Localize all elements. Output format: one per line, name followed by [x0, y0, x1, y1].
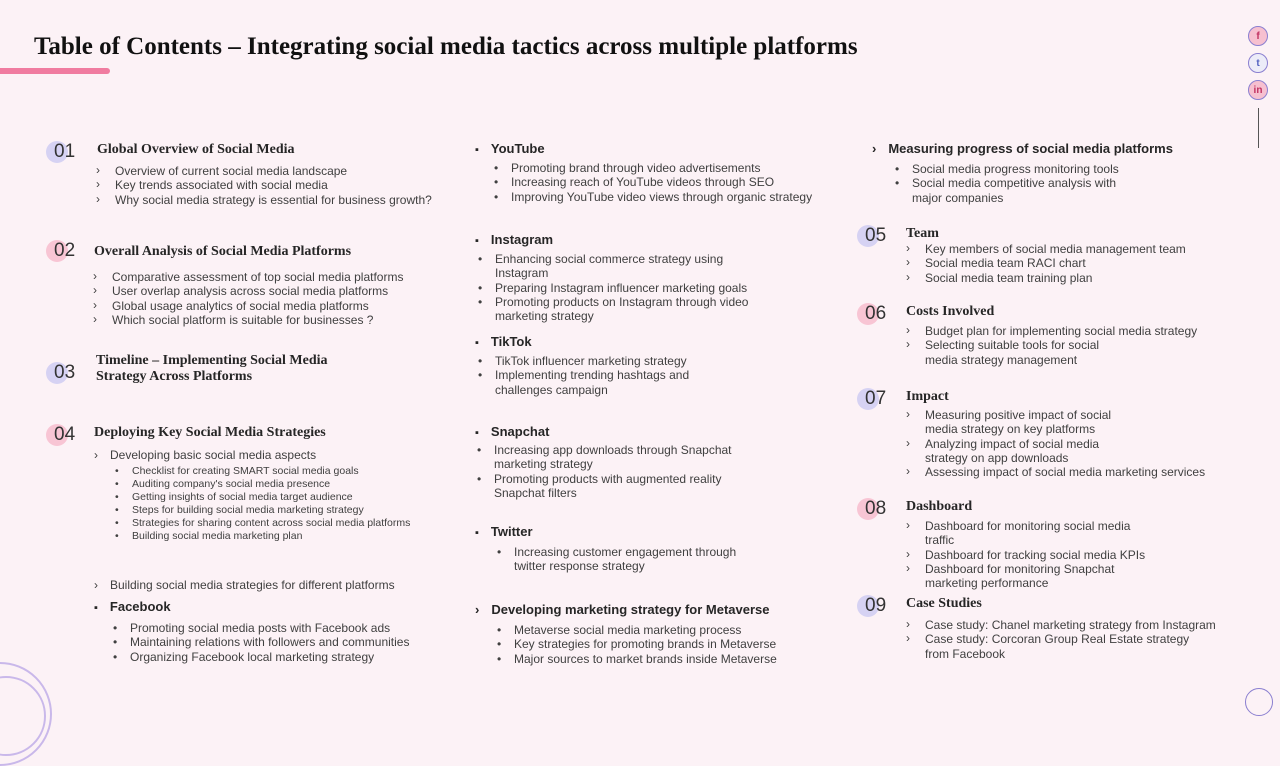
- platform-list: [495, 623, 777, 666]
- platform-tiktok[interactable]: ▪ TikTok: [475, 334, 532, 349]
- section-number: 05: [857, 225, 886, 247]
- divider-line: [1258, 108, 1259, 148]
- platform-instagram[interactable]: ▪ Instagram: [475, 232, 553, 247]
- list-item[interactable]: • Increasing app downloads through Snapchat marketing strategy: [475, 443, 735, 472]
- section-number: 07: [857, 388, 886, 410]
- section-list: [93, 270, 403, 327]
- section-number: 04: [46, 424, 75, 446]
- list-item[interactable]: › Dashboard for tracking social media KPIs: [906, 548, 1156, 562]
- list-item[interactable]: › Overview of current social media landscape: [96, 164, 432, 178]
- list-item[interactable]: › Dashboard for monitoring Snapchat marketing performance: [906, 562, 1135, 591]
- list-item[interactable]: • Getting insights of social media target audience: [113, 491, 410, 504]
- list-item[interactable]: • Promoting products on Instagram through video marketing strategy: [476, 295, 776, 324]
- section-list: [906, 618, 1236, 661]
- section-title-overall-analysis[interactable]: Overall Analysis of Social Media Platforms: [94, 244, 352, 259]
- list-item[interactable]: › Global usage analytics of social media platforms: [93, 299, 403, 313]
- platform-list: [111, 621, 409, 664]
- section-title-deploying-strategies[interactable]: Deploying Key Social Media Strategies: [94, 425, 326, 440]
- list-item[interactable]: › Comparative assessment of top social media platforms: [93, 270, 403, 284]
- section-list: [906, 324, 1198, 367]
- section-list: [906, 242, 1186, 285]
- list-item[interactable]: › Case study: Corcoran Group Real Estate strategy from Facebook: [906, 632, 1205, 661]
- platform-metaverse[interactable]: › Developing marketing strategy for Metaverse: [475, 602, 770, 617]
- list-item[interactable]: • Social media progress monitoring tools: [893, 162, 1133, 176]
- list-item[interactable]: • Building social media marketing plan: [113, 530, 410, 543]
- list-item[interactable]: › Social media team RACI chart: [906, 256, 1186, 270]
- list-item[interactable]: › Assessing impact of social media marketing services: [906, 465, 1136, 479]
- section-title-costs[interactable]: Costs Involved: [906, 304, 995, 319]
- list-item[interactable]: • Promoting brand through video advertisements: [492, 161, 812, 175]
- section-title-dashboard[interactable]: Dashboard: [906, 499, 973, 514]
- list-item[interactable]: • Strategies for sharing content across social media platforms: [113, 517, 410, 530]
- section-number: 06: [857, 303, 886, 325]
- twitter-icon[interactable]: t: [1248, 53, 1268, 73]
- subsection-list: [113, 465, 410, 543]
- platform-facebook[interactable]: ▪ Facebook: [94, 599, 171, 614]
- list-item[interactable]: • Enhancing social commerce strategy using Instagram: [476, 252, 776, 281]
- list-item[interactable]: › Analyzing impact of social media strategy on app downloads: [906, 437, 1136, 466]
- list-item[interactable]: • Organizing Facebook local marketing strategy: [111, 650, 409, 664]
- section-list: [906, 519, 1156, 590]
- section-number: 02: [46, 240, 75, 262]
- list-item[interactable]: • Major sources to market brands inside Metaverse: [495, 652, 777, 666]
- platform-list: [476, 252, 776, 323]
- section-title-impact[interactable]: Impact: [906, 389, 949, 404]
- list-item[interactable]: • Steps for building social media marketing strategy: [113, 504, 410, 517]
- list-item[interactable]: • Improving YouTube video views through organic strategy: [492, 190, 812, 204]
- title-accent-bar: [0, 68, 110, 74]
- section-title-timeline[interactable]: [96, 353, 328, 385]
- facebook-icon[interactable]: f: [1248, 26, 1268, 46]
- list-item[interactable]: › Case study: Chanel marketing strategy from Instagram: [906, 618, 1236, 632]
- list-item[interactable]: • TikTok influencer marketing strategy: [476, 354, 706, 368]
- section-list: [96, 164, 432, 207]
- section-title-team[interactable]: Team: [906, 226, 939, 241]
- list-item[interactable]: • Checklist for creating SMART social media goals: [113, 465, 410, 478]
- platform-list: [476, 354, 706, 397]
- linkedin-icon[interactable]: in: [1248, 80, 1268, 100]
- platform-list: [492, 161, 812, 204]
- list-item[interactable]: • Social media competitive analysis with major companies: [893, 176, 1133, 205]
- list-item[interactable]: › Selecting suitable tools for social media strategy management: [906, 338, 1116, 367]
- list-item[interactable]: › Measuring positive impact of social media strategy on key platforms: [906, 408, 1136, 437]
- list-item[interactable]: • Auditing company's social media presence: [113, 478, 410, 491]
- platform-twitter[interactable]: ▪ Twitter: [475, 524, 533, 539]
- section-list: [906, 408, 1206, 480]
- list-item[interactable]: › Social media team training plan: [906, 271, 1186, 285]
- list-item[interactable]: • Increasing reach of YouTube videos through SEO: [492, 175, 812, 189]
- platform-youtube[interactable]: ▪ YouTube: [475, 141, 545, 156]
- platform-list: [495, 545, 745, 574]
- decorative-circle: [1245, 688, 1273, 716]
- list-item[interactable]: • Promoting social media posts with Facebook ads: [111, 621, 409, 635]
- section-title-global-overview[interactable]: Global Overview of Social Media: [97, 142, 295, 157]
- list-item[interactable]: • Promoting products with augmented reality Snapchat filters: [475, 472, 735, 501]
- list-item[interactable]: › Dashboard for monitoring social media traffic: [906, 519, 1156, 548]
- platform-snapchat[interactable]: ▪ Snapchat: [475, 424, 549, 439]
- list-item[interactable]: › Key trends associated with social media: [96, 178, 432, 192]
- section-number: 01: [46, 141, 75, 163]
- section-title-line: Strategy Across Platforms: [96, 369, 253, 384]
- list-item[interactable]: › Budget plan for implementing social media strategy: [906, 324, 1116, 338]
- page-title: Table of Contents – Integrating social media tactics across multiple platforms: [34, 33, 858, 60]
- list-item[interactable]: • Maintaining relations with followers and communities: [111, 635, 409, 649]
- section-number: 03: [46, 362, 75, 384]
- list-item[interactable]: › Why social media strategy is essential for business growth?: [96, 193, 432, 207]
- platform-list: [475, 443, 735, 500]
- section-title-line: Timeline – Implementing Social Media: [96, 353, 328, 368]
- section-number: 08: [857, 498, 886, 520]
- list-item[interactable]: • Key strategies for promoting brands in Metaverse: [495, 637, 777, 651]
- list-item[interactable]: • Increasing customer engagement through twitter response strategy: [495, 545, 745, 574]
- subsection-basic-aspects[interactable]: › Developing basic social media aspects: [94, 448, 316, 462]
- list-item[interactable]: • Preparing Instagram influencer marketing goals: [476, 281, 776, 295]
- list-item[interactable]: › User overlap analysis across social media platforms: [93, 284, 403, 298]
- list-item[interactable]: • Implementing trending hashtags and challenges campaign: [476, 368, 706, 397]
- list-item[interactable]: • Metaverse social media marketing process: [495, 623, 777, 637]
- section-list: [893, 162, 1133, 205]
- subsection-different-platforms[interactable]: › Building social media strategies for different platforms: [94, 578, 395, 592]
- measuring-progress-title[interactable]: › Measuring progress of social media platforms: [872, 141, 1173, 156]
- section-number: 09: [857, 595, 886, 617]
- list-item[interactable]: › Which social platform is suitable for businesses ?: [93, 313, 403, 327]
- section-title-case-studies[interactable]: Case Studies: [906, 596, 982, 611]
- list-item[interactable]: › Key members of social media management team: [906, 242, 1186, 256]
